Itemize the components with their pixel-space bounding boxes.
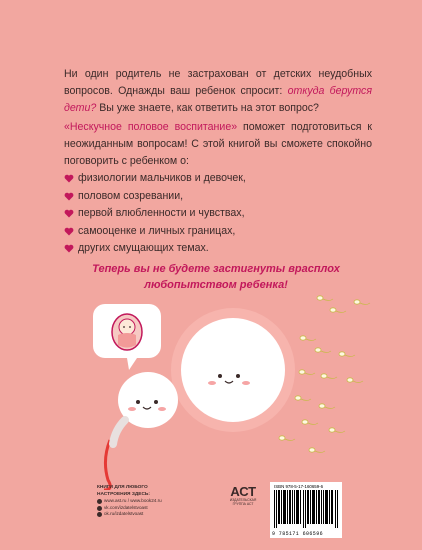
site-row: [97, 498, 222, 505]
logo-text: ACT: [230, 484, 256, 499]
barcode-digits: 9 785171 606596: [272, 531, 324, 537]
book-title-quote: «Нескучное половое воспитание»: [64, 121, 238, 133]
heart-icon: [64, 227, 74, 236]
list-item: половом созревании,: [64, 188, 344, 206]
heart-icon: [64, 174, 74, 183]
barcode: [270, 482, 342, 538]
topics-list: [64, 170, 344, 258]
book-paragraph: [64, 119, 372, 170]
isbn-text: ISBN 978-5-17-160659-6: [274, 484, 324, 489]
heart-icon: [64, 209, 74, 218]
ok-icon: [97, 512, 102, 517]
ok-link[interactable]: ok.ru/izdatelstvoast: [104, 511, 144, 517]
web-icon: [97, 499, 102, 504]
list-item: первой влюбленности и чувствах,: [64, 205, 344, 223]
list-item: физиологии мальчиков и девочек,: [64, 170, 344, 188]
list-item: самооценке и личных границах,: [64, 223, 344, 241]
intro-text-end: Вы уже знаете, как ответить на этот вопрос?: [96, 102, 319, 114]
closing-statement: Теперь вы не будете застигнуты врасплох любопытством ребенка!: [92, 263, 340, 291]
sperm-character-icon: [104, 372, 178, 490]
egg-cell-icon: [171, 308, 295, 432]
speech-bubble-icon: [93, 304, 161, 370]
publisher-logo: [226, 485, 260, 506]
publisher-line-2: ГРУППА АСТ: [232, 502, 254, 506]
intro-highlight: откуда берутся дети?: [64, 85, 372, 114]
small-sperm-tails: [285, 299, 370, 453]
intro-text: Ни один родитель не застрахован от детских неудобных вопросов. Однажды ваш ребенок спросит:: [64, 68, 372, 97]
vk-link[interactable]: vk.com/izdatelstvoast: [104, 504, 148, 510]
site-link[interactable]: www.ast.ru / www.book24.ru: [104, 498, 162, 504]
egg-sperm-illustration: [0, 290, 422, 490]
vk-icon: [97, 506, 102, 511]
heart-icon: [64, 244, 74, 253]
list-item: других смущающих темах.: [64, 240, 344, 258]
vk-row: [97, 505, 222, 512]
barcode-bars-icon: [274, 490, 338, 528]
info-heading: КНИГИ ДЛЯ ЛЮБОГО: [97, 485, 148, 490]
book-description: поможет подготовиться к неожиданным вопросам! С этой книгой вы сможете спокойно поговорить с ребенком о:: [64, 121, 372, 167]
info-heading-2: НАСТРОЕНИЯ ЗДЕСЬ:: [97, 491, 150, 497]
intro-paragraph: [64, 66, 372, 117]
heart-icon: [64, 192, 74, 201]
publisher-line-1: ИЗДАТЕЛЬСКАЯ: [229, 498, 257, 502]
ok-row: [97, 511, 222, 518]
publisher-info: [97, 485, 222, 518]
